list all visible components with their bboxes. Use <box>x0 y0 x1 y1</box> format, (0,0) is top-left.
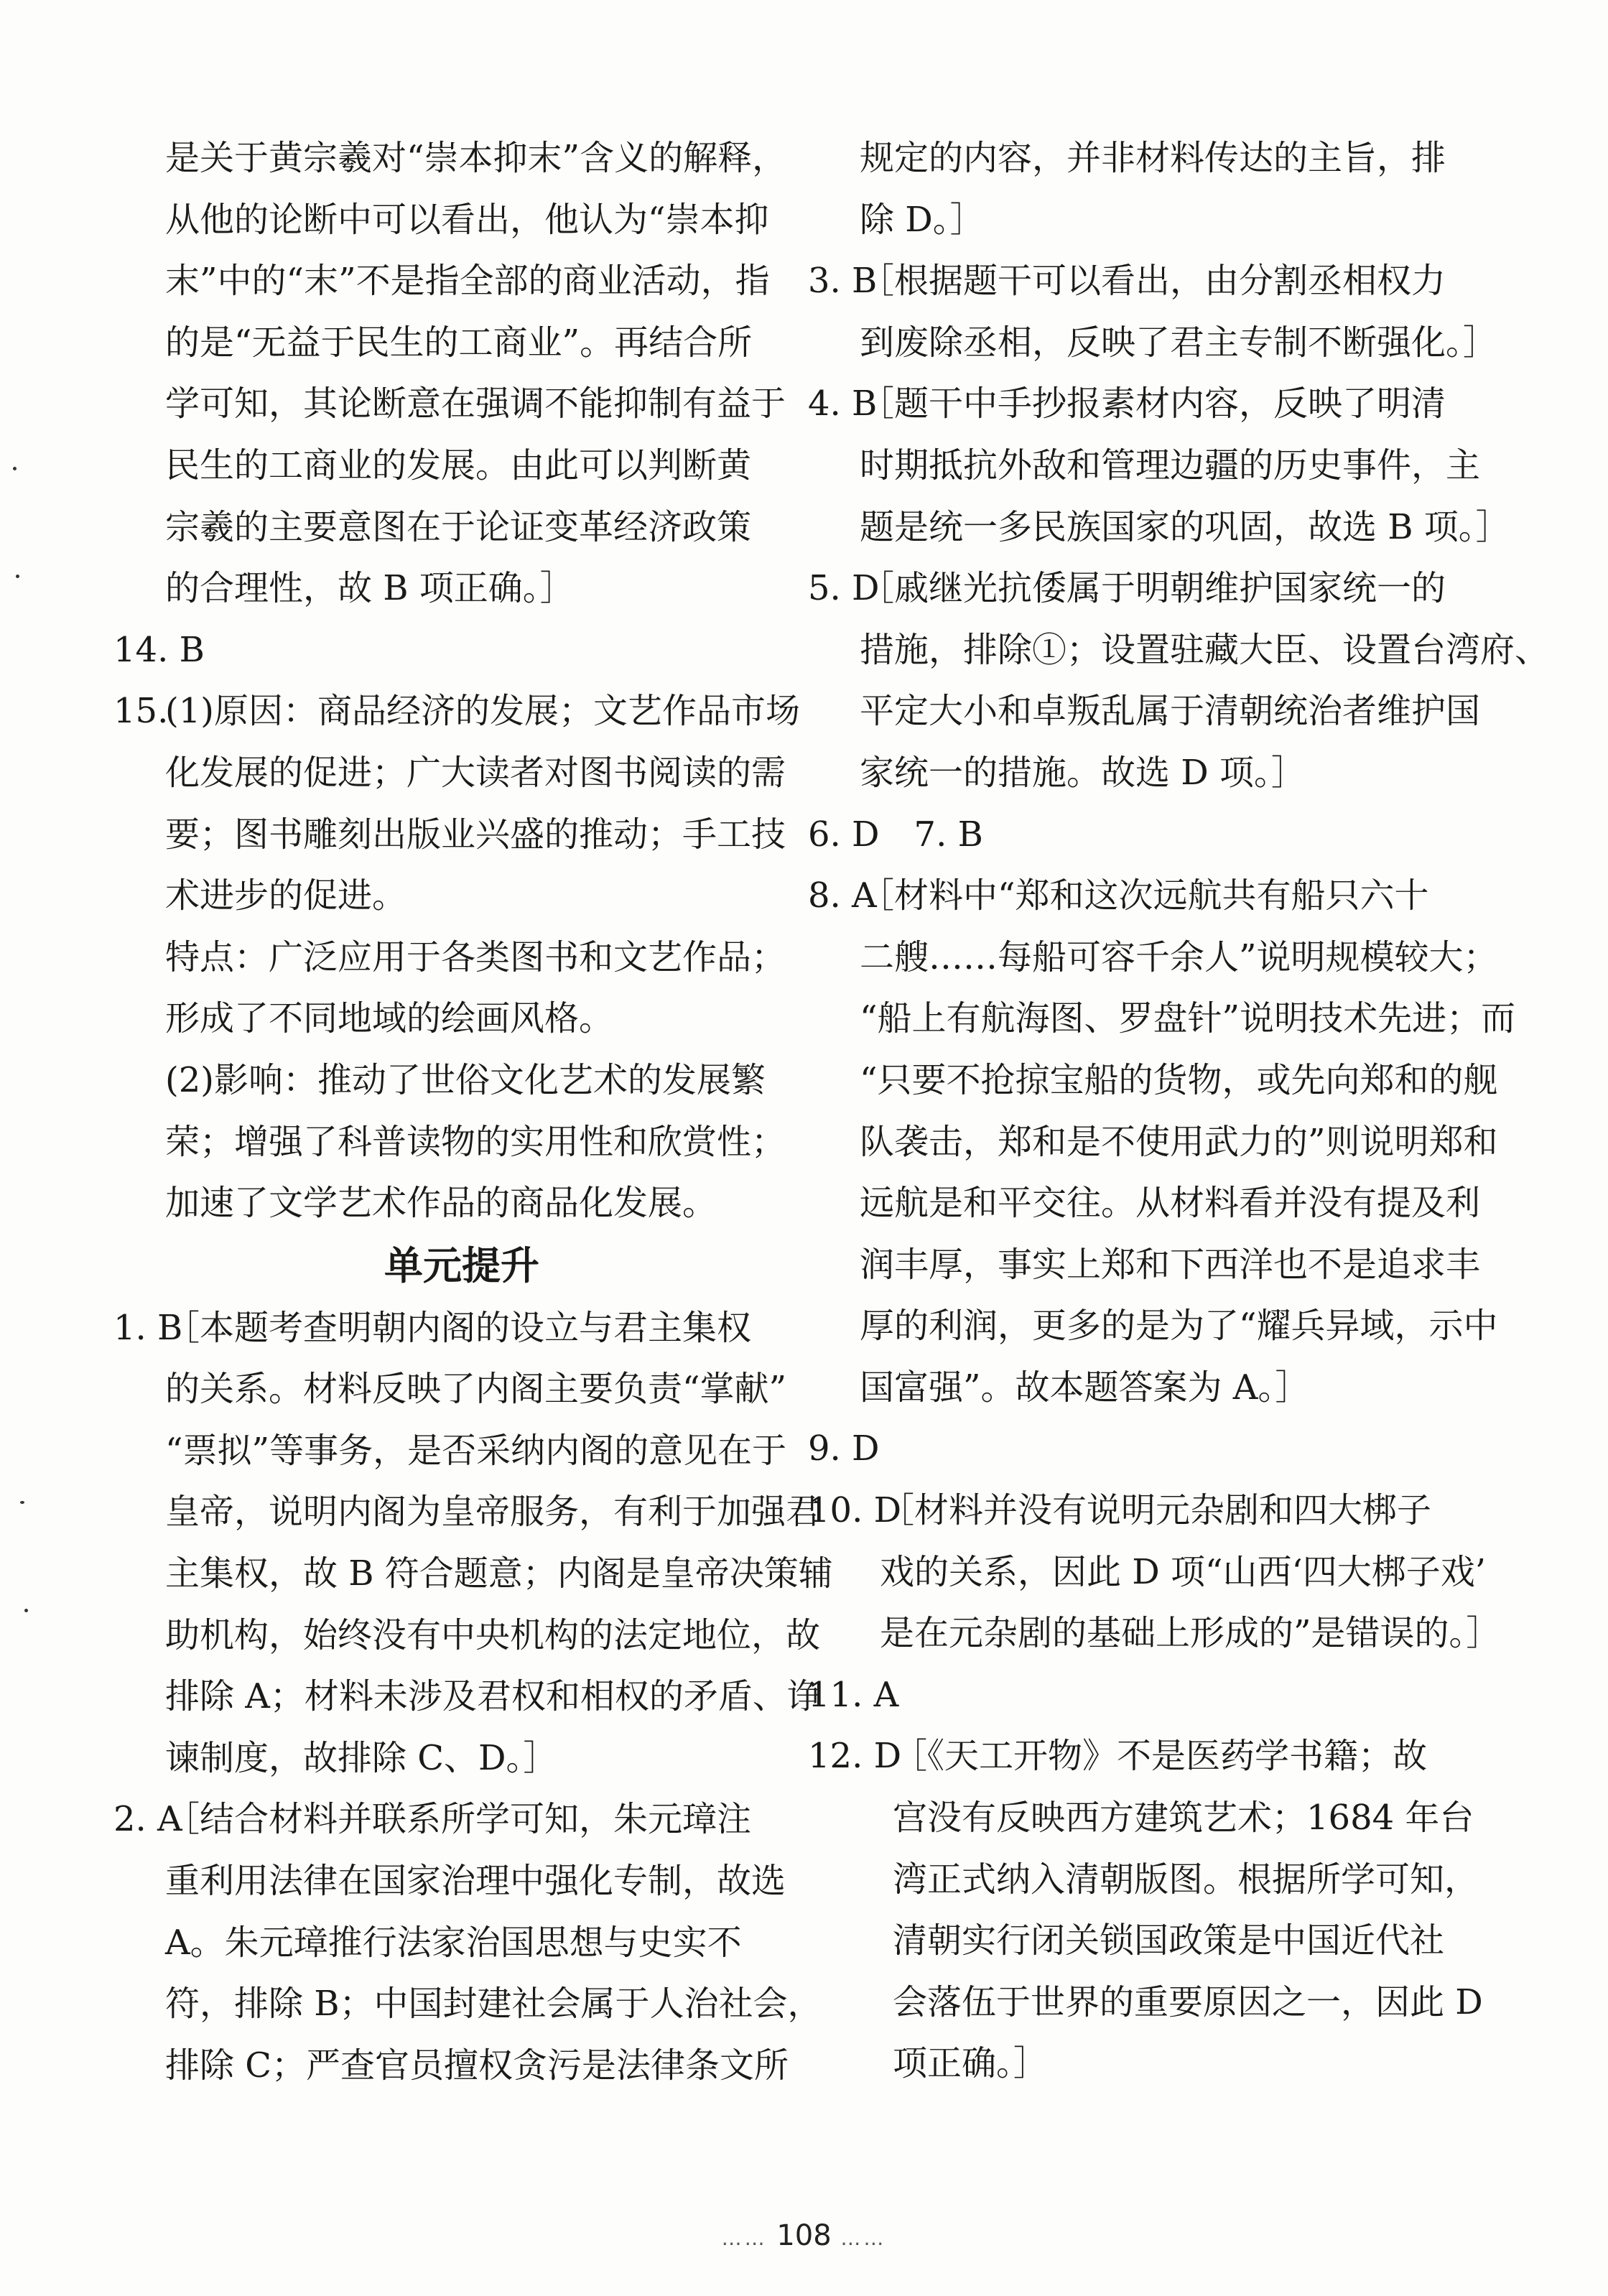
page-number: 108 <box>776 2219 832 2252</box>
text-line: 规定的内容，并非材料传达的主旨，排 <box>860 138 1446 178</box>
scan-speck <box>20 1501 24 1504</box>
question-number: 12. D <box>808 1736 902 1777</box>
text-line: 戏的关系，因此 D 项“山西‘四大梆子戏’ <box>880 1551 1487 1592</box>
text-line: 到废除丞相，反映了君主专制不断强化。］ <box>860 322 1498 363</box>
text-line: 项正确。］ <box>893 2043 1049 2084</box>
answer-15 <box>113 681 800 1234</box>
text-line: A。朱元璋推行法家治国思想与史实不 <box>165 1922 742 1963</box>
question-number: 1. B <box>113 1307 183 1348</box>
answer-3 <box>808 251 1498 373</box>
left-column <box>113 128 833 2096</box>
text-line: 末”中的“末”不是指全部的商业活动，指 <box>165 261 770 302</box>
question-number: 10. D <box>808 1490 902 1531</box>
text-line: 会落伍于世界的重要原因之一，因此 D <box>893 1981 1483 2022</box>
text-line: 清朝实行闭关锁国政策是中国近代社 <box>893 1920 1445 1961</box>
text-line: 皇帝，说明内阁为皇帝服务，有利于加强君 <box>165 1492 821 1533</box>
footer-dots-right: …… <box>840 2226 887 2250</box>
text-line: 平定大小和卓叛乱属于清朝统治者维护国 <box>860 691 1481 732</box>
text-line: 的是“无益于民生的工商业”。再结合所 <box>165 322 753 363</box>
text-line: 是在元杂剧的基础上形成的”是错误的。］ <box>880 1613 1501 1654</box>
text-line: 助机构，始终没有中央机构的法定地位，故 <box>165 1614 821 1655</box>
q13-continuation <box>113 128 787 620</box>
text-line: 远航是和平交往。从材料看并没有提及利 <box>860 1183 1481 1224</box>
text-line: 形成了不同地域的绘画风格。 <box>165 998 614 1039</box>
text-line: 厚的利润，更多的是为了“耀兵异域，示中 <box>860 1306 1498 1347</box>
text-line: “只要不抢掠宝船的货物，或先向郑和的舰 <box>860 1059 1498 1100</box>
q2-continuation <box>808 128 1479 251</box>
text-line: 要；图书雕刻出版业兴盛的推动；手工技 <box>165 814 786 855</box>
text-line: 重利用法律在国家治理中强化专制，故选 <box>165 1861 786 1902</box>
text-line: 排除 C；严查官员擅权贪污是法律条文所 <box>165 2045 789 2086</box>
text-line: 宗羲的主要意图在于论证变革经济政策 <box>165 506 752 547</box>
text-line: 民生的工商业的发展。由此可以判断黄 <box>165 445 752 485</box>
text-line: ［戚继光抗倭属于明朝维护国家统一的 <box>860 568 1446 609</box>
text-line: 措施，排除①；设置驻藏大臣、设置台湾府、 <box>860 629 1550 670</box>
text-line: 二艘……每船可容千余人”说明规模较大； <box>860 936 1498 977</box>
question-number: 15. <box>113 691 169 732</box>
text-line: 的关系。材料反映了内阁主要负责“掌献” <box>165 1369 787 1410</box>
page-number-footer <box>0 2219 1608 2252</box>
right-column <box>808 128 1550 2095</box>
text-line: ［本题考查明朝内阁的设立与君主集权 <box>165 1307 752 1348</box>
text-line: 除 D。］ <box>860 199 985 240</box>
text-line: 排除 A；材料未涉及君权和相权的矛盾、诤 <box>165 1676 822 1717</box>
answer-10 <box>808 1480 1501 1665</box>
text-line: 化发展的促进；广大读者对图书阅读的需 <box>165 752 786 793</box>
text-line: 湾正式纳入清朝版图。根据所学可知， <box>893 1859 1479 1900</box>
text-line: ［题干中手抄报素材内容，反映了明清 <box>860 384 1446 424</box>
text-line: 的合理性，故 B 项正确。］ <box>165 568 575 609</box>
text-line: ［《天工开物》不是医药学书籍；故 <box>893 1736 1428 1777</box>
answer-5 <box>808 558 1550 804</box>
text-line: (2)影响：推动了世俗文化艺术的发展繁 <box>165 1059 766 1100</box>
text-line: 润丰厚，事实上郑和下西洋也不是追求丰 <box>860 1244 1481 1285</box>
text-line: 国富强”。故本题答案为 A。］ <box>860 1367 1310 1408</box>
answer-8 <box>808 865 1516 1418</box>
text-line: 术进步的促进。 <box>165 875 407 916</box>
text-line: (1)原因：商品经济的发展；文艺作品市场 <box>165 691 800 732</box>
text-line: “票拟”等事务，是否采纳内阁的意见在于 <box>165 1430 787 1471</box>
text-line: 时期抵抗外敌和管理边疆的历史事件，主 <box>860 445 1481 485</box>
scan-speck <box>13 467 17 470</box>
text-line: ［根据题干可以看出，由分割丞相权力 <box>860 261 1446 302</box>
footer-dots-left: …… <box>721 2226 768 2250</box>
text-line: 学可知，其论断意在强调不能抑制有益于 <box>165 384 786 424</box>
answer-6-7: 6. D 7. B <box>808 814 983 855</box>
answer-2 <box>113 1789 822 2096</box>
text-line: ［材料中“郑和这次远航共有船只六十 <box>860 875 1429 916</box>
text-line: 主集权，故 B 符合题意；内阁是皇帝决策辅 <box>165 1553 833 1594</box>
answer-14: 14. B <box>113 629 205 670</box>
question-number: 3. B <box>808 261 878 302</box>
scan-speck <box>24 1609 28 1612</box>
question-number: 2. A <box>113 1799 182 1840</box>
text-line: “船上有航海图、罗盘针”说明技术先进；而 <box>860 998 1516 1039</box>
text-line: 荣；增强了科普读物的实用性和欣赏性； <box>165 1121 786 1162</box>
answer-9: 9. D <box>808 1428 880 1469</box>
text-line: 特点：广泛应用于各类图书和文艺作品； <box>165 936 786 977</box>
question-number: 4. B <box>808 384 878 424</box>
answer-11: 11. A <box>808 1674 899 1715</box>
answer-12 <box>808 1726 1483 2095</box>
text-line: 家统一的措施。故选 D 项。］ <box>860 752 1306 793</box>
section-heading: 单元提升 <box>384 1242 539 1288</box>
text-line: ［结合材料并联系所学可知，朱元璋注 <box>165 1799 752 1840</box>
text-line: 题是统一多民族国家的巩固，故选 B 项。］ <box>860 506 1510 547</box>
text-line: 加速了文学艺术作品的商品化发展。 <box>165 1183 717 1224</box>
text-line: 符，排除 B；中国封建社会属于人治社会， <box>165 1984 822 2025</box>
answer-1 <box>113 1298 833 1790</box>
question-number: 5. D <box>808 568 880 609</box>
answer-4 <box>808 373 1510 558</box>
text-line: 从他的论断中可以看出，他认为“崇本抑 <box>165 199 769 240</box>
text-line: 宫没有反映西方建筑艺术；1684 年台 <box>893 1798 1474 1839</box>
scan-speck <box>16 575 19 578</box>
text-line: ［材料并没有说明元杂剧和四大梆子 <box>880 1490 1432 1531</box>
text-line: 谏制度，故排除 C、D。］ <box>165 1737 558 1778</box>
text-line: 队袭击，郑和是不使用武力的”则说明郑和 <box>860 1121 1498 1162</box>
text-line: 是关于黄宗羲对“崇本抑末”含义的解释， <box>165 138 787 178</box>
question-number: 8. A <box>808 875 877 916</box>
